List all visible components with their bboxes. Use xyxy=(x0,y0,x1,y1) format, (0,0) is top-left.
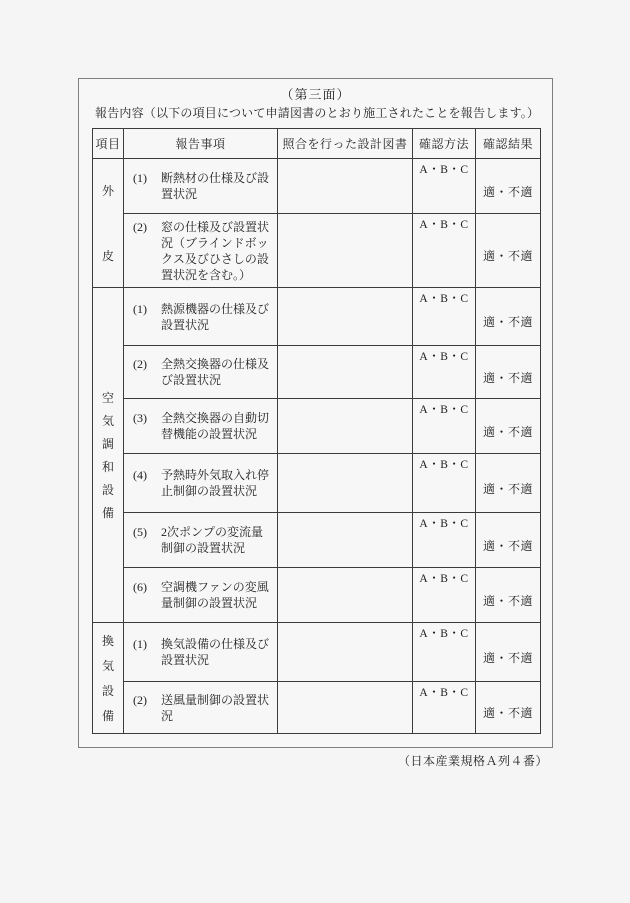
report-text-line: 空調機ファンの変風 xyxy=(161,580,269,594)
item-number: (1) xyxy=(133,171,147,185)
item-number: (1) xyxy=(133,301,147,316)
section-vertical-label: 換 気 設 備 xyxy=(101,633,114,723)
confirm-result-cell xyxy=(476,399,541,454)
confirm-result-options: 適・不適 xyxy=(482,370,533,385)
report-text-line: 置状況を含む。） xyxy=(161,267,252,282)
report-table xyxy=(92,128,541,734)
report-text-line: 置状況 xyxy=(161,187,198,201)
section-vertical-label: 外 皮 xyxy=(101,183,114,263)
col-header-design-docs: 照合を行った設計図書 xyxy=(278,129,413,159)
report-text-line: 替機能の設置状況 xyxy=(161,427,258,441)
confirm-result-cell xyxy=(476,682,541,734)
confirm-result-options: 適・不適 xyxy=(482,706,533,720)
report-text-line: 況 xyxy=(161,708,174,723)
design-doc-entry-cell xyxy=(278,214,413,288)
paper-size-note: （日本産業規格Ａ列４番） xyxy=(397,754,548,768)
confirm-result-options: 適・不適 xyxy=(482,650,533,665)
report-text-line: 止制御の設置状況 xyxy=(161,484,258,498)
report-item-cell xyxy=(124,682,278,734)
confirm-method-cell: A・B・C xyxy=(413,288,476,346)
page-border xyxy=(78,78,553,748)
confirm-result-options: 適・不適 xyxy=(482,481,533,496)
report-text-line: 送風量制御の設置状 xyxy=(161,692,270,707)
section-label-cell xyxy=(93,623,124,734)
col-header-item: 項目 xyxy=(93,129,124,159)
section-label-cell xyxy=(93,159,124,288)
confirm-method-cell: A・B・C xyxy=(413,159,476,214)
confirm-method-cell: A・B・C xyxy=(413,513,476,568)
report-item-cell xyxy=(124,346,278,399)
report-item-cell xyxy=(124,454,278,513)
confirm-result-cell xyxy=(476,288,541,346)
report-text-line: 設置状況 xyxy=(161,653,210,667)
report-text-line: 換気設備の仕様及び xyxy=(161,637,270,651)
confirm-result-options: 適・不適 xyxy=(482,249,533,263)
item-number: (2) xyxy=(133,692,147,707)
confirm-result-cell xyxy=(476,568,541,623)
item-number: (1) xyxy=(133,637,147,651)
confirm-result-options: 適・不適 xyxy=(482,538,533,553)
col-header-report-matter: 報告事項 xyxy=(124,129,278,159)
report-text-line: 全熱交換器の仕様及 xyxy=(161,357,270,371)
confirm-result-options: 適・不適 xyxy=(482,315,533,329)
confirm-method-cell: A・B・C xyxy=(413,568,476,623)
confirm-result-options: 適・不適 xyxy=(482,593,533,608)
report-item-cell xyxy=(124,623,278,682)
report-item-cell xyxy=(124,568,278,623)
confirm-result-cell xyxy=(476,623,541,682)
confirm-result-cell xyxy=(476,346,541,399)
report-intro-text: 報告内容（以下の項目について申請図書のとおり施工されたことを報告します。） xyxy=(95,106,540,120)
report-item-cell xyxy=(124,214,278,288)
item-number: (4) xyxy=(133,468,147,482)
report-text-line: 予熱時外気取入れ停 xyxy=(161,468,270,482)
report-item-cell xyxy=(124,159,278,214)
design-doc-entry-cell xyxy=(278,682,413,734)
design-doc-entry-cell xyxy=(278,159,413,214)
design-doc-entry-cell xyxy=(278,568,413,623)
page-title: （第三面） xyxy=(280,87,351,102)
section-label-cell xyxy=(93,288,124,623)
item-number: (3) xyxy=(133,411,147,425)
design-doc-entry-cell xyxy=(278,623,413,682)
col-header-method: 確認方法 xyxy=(413,129,476,159)
item-number: (6) xyxy=(133,580,147,594)
confirm-method-cell: A・B・C xyxy=(413,454,476,513)
item-number: (5) xyxy=(133,525,147,539)
report-text-line: 設置状況 xyxy=(161,317,210,332)
report-text-line: 制御の設置状況 xyxy=(161,541,246,555)
confirm-method-cell: A・B・C xyxy=(413,623,476,682)
design-doc-entry-cell xyxy=(278,346,413,399)
item-number: (2) xyxy=(133,357,147,371)
confirm-method-cell: A・B・C xyxy=(413,399,476,454)
col-header-result: 確認結果 xyxy=(476,129,541,159)
design-doc-entry-cell xyxy=(278,288,413,346)
item-number: (2) xyxy=(133,219,147,234)
report-item-cell xyxy=(124,513,278,568)
confirm-result-options: 適・不適 xyxy=(482,424,533,439)
design-doc-entry-cell xyxy=(278,399,413,454)
report-text-line: 量制御の設置状況 xyxy=(161,596,258,610)
confirm-result-options: 適・不適 xyxy=(482,184,533,199)
report-item-cell xyxy=(124,288,278,346)
confirm-result-cell xyxy=(476,454,541,513)
confirm-method-cell: A・B・C xyxy=(413,346,476,399)
confirm-result-cell xyxy=(476,214,541,288)
design-doc-entry-cell xyxy=(278,513,413,568)
report-text-line: び設置状況 xyxy=(161,373,222,387)
report-item-cell xyxy=(124,399,278,454)
report-text-line: 窓の仕様及び設置状 xyxy=(161,219,270,234)
design-doc-entry-cell xyxy=(278,454,413,513)
confirm-result-cell xyxy=(476,513,541,568)
report-text-line: 況（ブラインドボッ xyxy=(161,235,269,250)
report-text-line: 断熱材の仕様及び設 xyxy=(161,171,270,185)
report-text-line: 全熱交換器の自動切 xyxy=(161,411,270,425)
confirm-method-cell: A・B・C xyxy=(413,214,476,288)
confirm-method-cell: A・B・C xyxy=(413,682,476,734)
confirm-result-cell xyxy=(476,159,541,214)
report-text-line: 2次ポンプの変流量 xyxy=(161,525,264,539)
section-vertical-label: 空 気 調 和 設 備 xyxy=(101,390,114,520)
report-text-line: 熱源機器の仕様及び xyxy=(161,301,270,316)
report-text-line: クス及びひさしの設 xyxy=(161,251,269,266)
